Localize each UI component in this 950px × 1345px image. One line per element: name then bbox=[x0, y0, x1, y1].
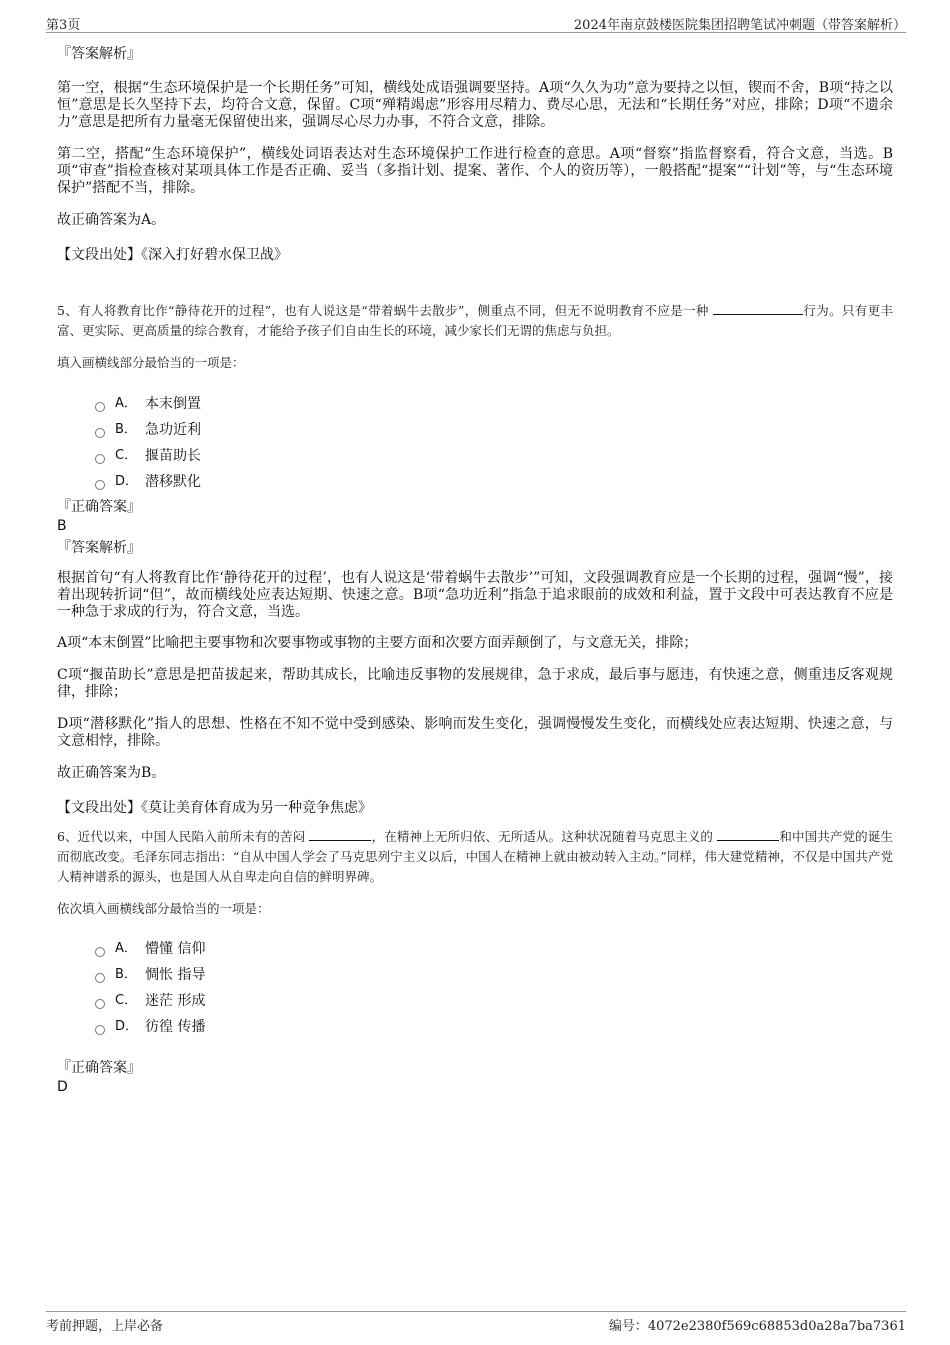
radio-icon[interactable] bbox=[95, 947, 105, 957]
q4-analysis-para-1: 第一空，根据“生态环境保护是一个长期任务”可知，横线处成语强调要坚持。A项“久久为功”意为要持之以恒，锲而不舍，B项“持之以恒”意思是长久坚持下去，均符合文意，保留。C项“殚精竭虑”形容用尽精力、费尽心思，无法和“长期任务”对应，排除；D项“不遗余力”意思是把所有力量毫无保留使出来，强调尽心尽力办事，不符合文意，排除。 bbox=[57, 80, 893, 130]
q4-analysis-title: 『答案解析』 bbox=[57, 46, 141, 62]
q6-stem: 6、近代以来，中国人民陷入前所未有的苦闷 ，在精神上无所归依、无所适从。这种状况随着马克思主义的 和中国共产党的诞生而彻底改变。毛泽东同志指出：“自从中国人学会了马克思列宁主义以后，中国人在精神上就由被动转入主动。”同样，伟大建党精神，不仅是中国共产党人精神谱系的源头，也是国人从自卑走向自信的鲜明界碑。 bbox=[57, 829, 893, 884]
radio-icon[interactable] bbox=[95, 999, 105, 1009]
q6-option-a[interactable]: A． 懵懂 信仰 bbox=[95, 936, 893, 962]
q5-option-a[interactable]: A． 本末倒置 bbox=[95, 391, 893, 417]
q5-analysis-para-4: D项“潜移默化”指人的思想、性格在不知不觉中受到感染、影响而发生变化，强调慢慢发生变化，而横线处应表达短期、快速之意，与文意相悖，排除。 bbox=[57, 716, 893, 749]
q5-analysis-para-3: C项“揠苗助长”意思是把苗拔起来，帮助其成长，比喻违反事物的发展规律，急于求成，最后事与愿违，有快速之意，侧重违反客观规律，排除； bbox=[57, 667, 893, 700]
q5-analysis-para-1: 根据首句“有人将教育比作‘静待花开的过程’，也有人说这是‘带着蜗牛去散步’”可知，文段强调教育应是一个长期的过程，强调“慢”，接着出现转折词“但”，故而横线处应表达短期、快速之意。B项“急功近利”指急于追求眼前的成效和利益，置于文段中可表达教育不应是一种急于求成的行为，符合文意，当选。 bbox=[57, 570, 893, 620]
q5-source: 【文段出处】《莫让美育体育成为另一种竞争焦虑》 bbox=[57, 800, 372, 816]
page-header bbox=[46, 12, 906, 33]
q4-source: 【文段出处】《深入打好碧水保卫战》 bbox=[57, 247, 288, 263]
q4-analysis-para-2: 第二空，搭配“生态环境保护”，横线处词语表达对生态环境保护工作进行检查的意思。A项“督察”指监督察看，符合文意，当选。B项“审查”指检查核对某项具体工作是否正确、妥当（多指计划、提案、著作、个人的资历等），一般搭配“提案”“计划”等，与“生态环境保护”搭配不当，排除。 bbox=[57, 146, 893, 196]
page-content bbox=[57, 44, 893, 1096]
q5-correct-answer: B bbox=[57, 518, 67, 534]
radio-icon[interactable] bbox=[95, 973, 105, 983]
radio-icon[interactable] bbox=[95, 402, 105, 412]
q6-blank-2 bbox=[717, 828, 779, 841]
q5-options bbox=[95, 391, 893, 495]
q6-options bbox=[95, 936, 893, 1040]
q5-option-c[interactable]: C． 揠苗助长 bbox=[95, 443, 893, 469]
q5-stem bbox=[57, 301, 893, 341]
q6-correct-answer: D bbox=[57, 1079, 68, 1095]
document-title: 2024年南京鼓楼医院集团招聘笔试冲刺题（带答案解析） bbox=[573, 18, 906, 33]
radio-icon[interactable] bbox=[95, 428, 105, 438]
q6-option-c[interactable]: C． 迷茫 形成 bbox=[95, 988, 893, 1014]
page-number: 第3页 bbox=[46, 18, 81, 33]
q5-stem-after: 行为。只有更丰富、更实际、更高质量的综合教育，才能给予孩子们自由生长的环境，减少家长们无谓的焦虑与负担。 bbox=[57, 303, 893, 338]
q5-prompt: 填入画横线部分最恰当的一项是： bbox=[57, 355, 245, 370]
q5-analysis-para-2: A项“本末倒置”比喻把主要事物和次要事物或事物的主要方面和次要方面弄颠倒了，与文意无关，排除； bbox=[57, 635, 698, 651]
q5-conclusion: 故正确答案为B。 bbox=[57, 765, 166, 781]
q5-analysis-title: 『答案解析』 bbox=[57, 540, 141, 556]
radio-icon[interactable] bbox=[95, 454, 105, 464]
footer-serial: 编号：4072e2380f569c68853d0a28a7ba7361 bbox=[608, 1319, 906, 1334]
q5-blank bbox=[713, 302, 803, 315]
q6-option-d[interactable]: D． 彷徨 传播 bbox=[95, 1014, 893, 1040]
q6-blank-1 bbox=[309, 828, 371, 841]
q5-option-d[interactable]: D． 潜移默化 bbox=[95, 469, 893, 495]
radio-icon[interactable] bbox=[95, 480, 105, 490]
q5-option-b[interactable]: B． 急功近利 bbox=[95, 417, 893, 443]
q6-prompt: 依次填入画横线部分最恰当的一项是： bbox=[57, 901, 270, 916]
footer-slogan: 考前押题，上岸必备 bbox=[46, 1319, 164, 1334]
page-footer bbox=[46, 1311, 906, 1332]
q6-option-b[interactable]: B． 惆怅 指导 bbox=[95, 962, 893, 988]
q5-correct-title: 『正确答案』 bbox=[57, 499, 141, 515]
q5-stem-before: 5、有人将教育比作“静待花开的过程”，也有人说这是“带着蜗牛去散步”，侧重点不同，但无不说明教育不应是一种 bbox=[57, 303, 709, 318]
q6-correct-title: 『正确答案』 bbox=[57, 1060, 141, 1076]
radio-icon[interactable] bbox=[95, 1025, 105, 1035]
q4-conclusion: 故正确答案为A。 bbox=[57, 212, 166, 228]
